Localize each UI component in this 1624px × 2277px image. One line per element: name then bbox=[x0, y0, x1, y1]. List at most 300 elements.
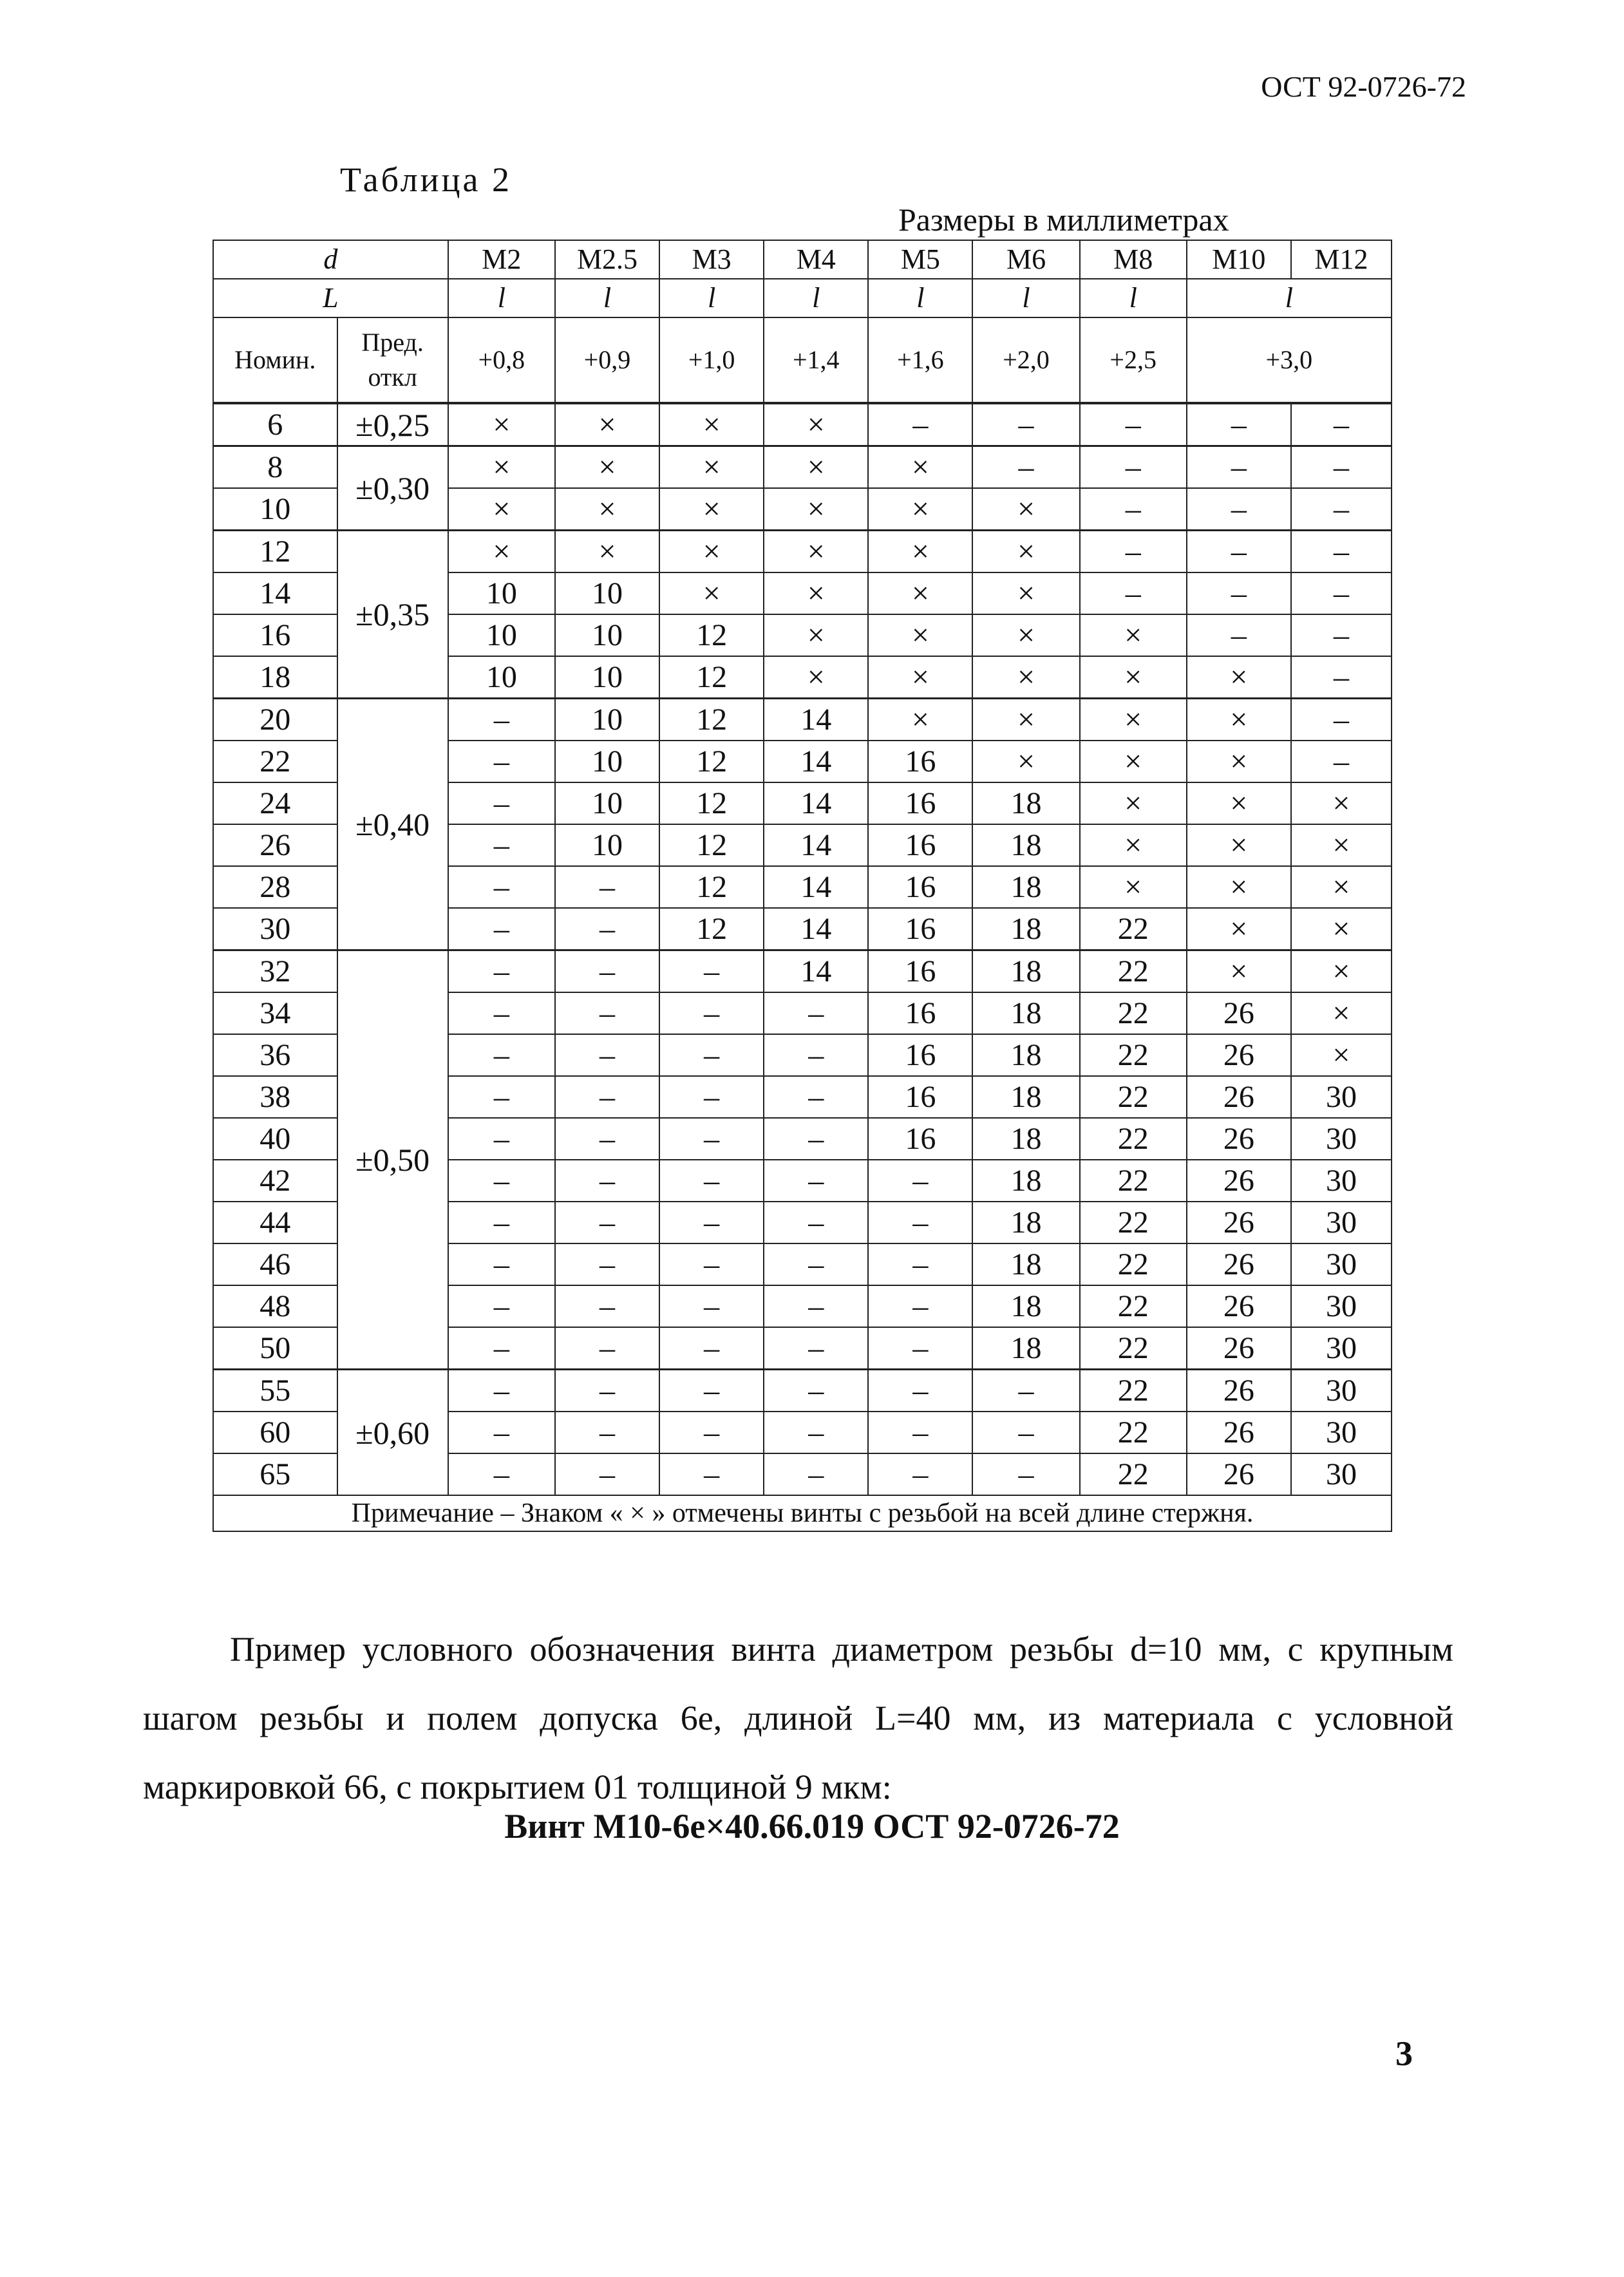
nominal-length: 38 bbox=[213, 1076, 337, 1118]
thread-length-cell: – bbox=[1291, 699, 1392, 741]
thread-length-cell: – bbox=[764, 1453, 868, 1495]
thread-length-cell: 26 bbox=[1187, 1370, 1291, 1412]
thread-length-cell: × bbox=[659, 403, 764, 446]
table-row bbox=[213, 531, 1392, 573]
header-nominal: Номин. bbox=[213, 317, 337, 403]
thread-length-cell: 30 bbox=[1291, 1160, 1392, 1202]
document-code: ОСТ 92-0726-72 bbox=[1261, 70, 1466, 103]
thread-length-cell: 22 bbox=[1080, 1412, 1187, 1453]
thread-length-cell: – bbox=[659, 1370, 764, 1412]
header-thread-size: M6 bbox=[972, 240, 1079, 279]
thread-length-cell: – bbox=[448, 908, 555, 950]
thread-length-cell: 22 bbox=[1080, 1202, 1187, 1243]
nominal-length: 30 bbox=[213, 908, 337, 950]
thread-length-cell: 18 bbox=[972, 824, 1079, 866]
header-l: l bbox=[972, 279, 1079, 317]
header-thread-size: M2 bbox=[448, 240, 555, 279]
thread-length-cell: × bbox=[659, 488, 764, 531]
thread-length-cell: 30 bbox=[1291, 1327, 1392, 1370]
nominal-length: 6 bbox=[213, 403, 337, 446]
thread-length-cell: – bbox=[1291, 488, 1392, 531]
thread-length-cell: × bbox=[868, 699, 972, 741]
thread-length-cell: 14 bbox=[764, 699, 868, 741]
thread-length-cell: × bbox=[1187, 950, 1291, 993]
thread-length-cell: – bbox=[448, 1370, 555, 1412]
header-l: l bbox=[1080, 279, 1187, 317]
thread-length-cell: 26 bbox=[1187, 1160, 1291, 1202]
thread-length-cell: 18 bbox=[972, 1076, 1079, 1118]
thread-length-cell: – bbox=[448, 1202, 555, 1243]
thread-length-cell: – bbox=[972, 446, 1079, 489]
header-l-tolerance: +1,6 bbox=[868, 317, 972, 403]
thread-length-cell: – bbox=[448, 866, 555, 908]
thread-length-cell: – bbox=[448, 950, 555, 993]
thread-length-cell: – bbox=[448, 1453, 555, 1495]
header-l-tolerance: +3,0 bbox=[1187, 317, 1392, 403]
thread-length-cell: 22 bbox=[1080, 992, 1187, 1034]
nominal-length: 60 bbox=[213, 1412, 337, 1453]
thread-length-cell: × bbox=[1080, 614, 1187, 656]
thread-length-cell: 18 bbox=[972, 866, 1079, 908]
thread-length-cell: – bbox=[448, 1076, 555, 1118]
thread-length-cell: × bbox=[1080, 824, 1187, 866]
header-l: l bbox=[448, 279, 555, 317]
designation-example-paragraph: Пример условного обозначения винта диаметром резьбы d=10 мм, с крупным шагом резьбы и полем допуска 6е, длиной L=40 мм, из материала с условной маркировкой 66, с покрытием 01 толщиной 9 мкм: bbox=[143, 1630, 1453, 1806]
thread-length-cell: – bbox=[1080, 572, 1187, 614]
thread-length-cell: – bbox=[555, 1453, 659, 1495]
nominal-length: 20 bbox=[213, 699, 337, 741]
thread-length-cell: 22 bbox=[1080, 1370, 1187, 1412]
thread-length-cell: – bbox=[764, 1034, 868, 1076]
thread-length-cell: × bbox=[764, 614, 868, 656]
thread-length-cell: × bbox=[972, 488, 1079, 531]
header-row-thread bbox=[213, 240, 1392, 279]
thread-length-cell: × bbox=[972, 614, 1079, 656]
thread-length-cell: 18 bbox=[972, 1202, 1079, 1243]
thread-length-cell: – bbox=[448, 782, 555, 824]
thread-length-cell: – bbox=[659, 1453, 764, 1495]
thread-length-cell: 26 bbox=[1187, 1285, 1291, 1327]
thread-length-cell: × bbox=[868, 488, 972, 531]
thread-length-cell: × bbox=[659, 446, 764, 489]
thread-length-cell: × bbox=[659, 531, 764, 573]
thread-length-cell: 22 bbox=[1080, 1160, 1187, 1202]
thread-length-cell: – bbox=[555, 866, 659, 908]
thread-length-cell: × bbox=[448, 403, 555, 446]
header-l-tolerance: +1,4 bbox=[764, 317, 868, 403]
header-l: l bbox=[868, 279, 972, 317]
thread-length-cell: 14 bbox=[764, 950, 868, 993]
thread-length-cell: – bbox=[448, 1285, 555, 1327]
thread-length-cell: – bbox=[555, 1243, 659, 1285]
thread-length-cell: – bbox=[555, 1160, 659, 1202]
thread-length-cell: 14 bbox=[764, 866, 868, 908]
nominal-length: 34 bbox=[213, 992, 337, 1034]
thread-length-cell: – bbox=[868, 1202, 972, 1243]
thread-length-cell: 30 bbox=[1291, 1453, 1392, 1495]
thread-length-cell: 16 bbox=[868, 782, 972, 824]
nominal-length: 14 bbox=[213, 572, 337, 614]
thread-length-cell: 10 bbox=[448, 572, 555, 614]
thread-length-cell: 16 bbox=[868, 908, 972, 950]
thread-length-cell: × bbox=[1187, 699, 1291, 741]
thread-length-cell: – bbox=[764, 1118, 868, 1160]
thread-length-cell: 30 bbox=[1291, 1243, 1392, 1285]
thread-length-cell: × bbox=[448, 488, 555, 531]
thread-length-cell: – bbox=[868, 1412, 972, 1453]
thread-length-cell: × bbox=[1187, 824, 1291, 866]
thread-length-cell: 30 bbox=[1291, 1370, 1392, 1412]
thread-length-cell: 26 bbox=[1187, 1202, 1291, 1243]
header-l-tolerance: +2,5 bbox=[1080, 317, 1187, 403]
header-L: L bbox=[213, 279, 448, 317]
thread-length-cell: × bbox=[1080, 656, 1187, 699]
nominal-length: 46 bbox=[213, 1243, 337, 1285]
thread-length-cell: – bbox=[448, 992, 555, 1034]
thread-length-cell: – bbox=[1187, 572, 1291, 614]
thread-length-cell: × bbox=[1187, 866, 1291, 908]
thread-length-cell: 26 bbox=[1187, 1076, 1291, 1118]
thread-length-cell: 10 bbox=[448, 656, 555, 699]
thread-length-cell: × bbox=[1187, 656, 1291, 699]
thread-length-cell: 18 bbox=[972, 1034, 1079, 1076]
thread-length-cell: 30 bbox=[1291, 1285, 1392, 1327]
header-thread-size: M5 bbox=[868, 240, 972, 279]
thread-length-cell: × bbox=[1291, 782, 1392, 824]
designation-example: Винт М10-6е×40.66.019 ОСТ 92-0726-72 bbox=[504, 1807, 1120, 1846]
thread-length-cell: 10 bbox=[555, 782, 659, 824]
thread-length-cell: 12 bbox=[659, 908, 764, 950]
thread-length-cell: 30 bbox=[1291, 1202, 1392, 1243]
thread-length-cell: 16 bbox=[868, 992, 972, 1034]
thread-length-cell: – bbox=[972, 403, 1079, 446]
thread-length-cell: 12 bbox=[659, 614, 764, 656]
header-l: l bbox=[555, 279, 659, 317]
thread-length-cell: × bbox=[972, 572, 1079, 614]
thread-length-cell: × bbox=[764, 572, 868, 614]
thread-length-cell: – bbox=[659, 1285, 764, 1327]
nominal-length: 18 bbox=[213, 656, 337, 699]
table-caption: Таблица 2 bbox=[340, 160, 512, 199]
thread-length-cell: 10 bbox=[555, 824, 659, 866]
thread-length-cell: – bbox=[448, 741, 555, 782]
thread-length-cell: 22 bbox=[1080, 1243, 1187, 1285]
thread-length-cell: – bbox=[868, 1327, 972, 1370]
length-tolerance: ±0,25 bbox=[337, 403, 448, 446]
thread-length-cell: 16 bbox=[868, 741, 972, 782]
nominal-length: 24 bbox=[213, 782, 337, 824]
thread-length-cell: 14 bbox=[764, 824, 868, 866]
header-l-tolerance: +0,8 bbox=[448, 317, 555, 403]
thread-length-cell: – bbox=[555, 1285, 659, 1327]
thread-length-cell: 26 bbox=[1187, 992, 1291, 1034]
thread-length-cell: – bbox=[1291, 656, 1392, 699]
table-note-row bbox=[213, 1495, 1392, 1531]
header-l-tolerance: +0,9 bbox=[555, 317, 659, 403]
thread-length-cell: – bbox=[448, 1118, 555, 1160]
thread-length-cell: × bbox=[1291, 824, 1392, 866]
thread-length-cell: 16 bbox=[868, 866, 972, 908]
nominal-length: 55 bbox=[213, 1370, 337, 1412]
thread-length-cell: – bbox=[448, 824, 555, 866]
thread-length-cell: 22 bbox=[1080, 1076, 1187, 1118]
thread-length-cell: – bbox=[555, 908, 659, 950]
nominal-length: 22 bbox=[213, 741, 337, 782]
thread-length-cell: × bbox=[555, 488, 659, 531]
thread-length-cell: – bbox=[448, 1160, 555, 1202]
thread-length-cell: 10 bbox=[555, 572, 659, 614]
length-tolerance: ±0,40 bbox=[337, 699, 448, 950]
header-l-tolerance: +2,0 bbox=[972, 317, 1079, 403]
thread-length-cell: 12 bbox=[659, 866, 764, 908]
thread-length-cell: × bbox=[868, 531, 972, 573]
thread-length-cell: – bbox=[555, 1327, 659, 1370]
thread-length-cell: – bbox=[764, 1285, 868, 1327]
thread-length-cell: 22 bbox=[1080, 908, 1187, 950]
nominal-length: 65 bbox=[213, 1453, 337, 1495]
thread-length-cell: 16 bbox=[868, 950, 972, 993]
thread-length-cell: – bbox=[555, 1034, 659, 1076]
thread-length-cell: 18 bbox=[972, 1285, 1079, 1327]
length-tolerance: ±0,30 bbox=[337, 446, 448, 531]
header-deviation: Пред. откл bbox=[337, 317, 448, 403]
thread-length-cell: – bbox=[448, 1034, 555, 1076]
thread-length-cell: 18 bbox=[972, 782, 1079, 824]
thread-length-cell: – bbox=[659, 1243, 764, 1285]
thread-length-cell: 10 bbox=[555, 699, 659, 741]
thread-length-cell: × bbox=[1291, 992, 1392, 1034]
thread-length-cell: – bbox=[555, 950, 659, 993]
nominal-length: 50 bbox=[213, 1327, 337, 1370]
thread-length-cell: 10 bbox=[555, 741, 659, 782]
thread-length-cell: – bbox=[448, 1412, 555, 1453]
thread-length-cell: – bbox=[448, 1327, 555, 1370]
thread-length-cell: – bbox=[1187, 403, 1291, 446]
thread-length-cell: 16 bbox=[868, 1034, 972, 1076]
thread-length-cell: 18 bbox=[972, 1118, 1079, 1160]
thread-length-cell: 18 bbox=[972, 992, 1079, 1034]
thread-length-cell: 18 bbox=[972, 950, 1079, 993]
thread-length-cell: – bbox=[764, 1160, 868, 1202]
nominal-length: 42 bbox=[213, 1160, 337, 1202]
table-row bbox=[213, 403, 1392, 446]
thread-length-cell: × bbox=[555, 403, 659, 446]
thread-length-cell: – bbox=[868, 1453, 972, 1495]
thread-length-cell: – bbox=[764, 1202, 868, 1243]
thread-length-cell: – bbox=[659, 950, 764, 993]
nominal-length: 16 bbox=[213, 614, 337, 656]
thread-length-cell: 22 bbox=[1080, 1118, 1187, 1160]
thread-length-cell: 30 bbox=[1291, 1118, 1392, 1160]
thread-length-cell: 14 bbox=[764, 741, 868, 782]
thread-length-cell: – bbox=[555, 1118, 659, 1160]
thread-length-cell: 18 bbox=[972, 908, 1079, 950]
thread-length-cell: 22 bbox=[1080, 1327, 1187, 1370]
table-row bbox=[213, 950, 1392, 993]
thread-length-cell: × bbox=[764, 446, 868, 489]
thread-length-cell: – bbox=[448, 699, 555, 741]
header-l: l bbox=[764, 279, 868, 317]
thread-length-cell: 22 bbox=[1080, 1285, 1187, 1327]
header-row-length bbox=[213, 279, 1392, 317]
table-row bbox=[213, 446, 1392, 489]
thread-length-cell: 30 bbox=[1291, 1076, 1392, 1118]
thread-length-cell: × bbox=[972, 699, 1079, 741]
thread-length-cell: × bbox=[1187, 908, 1291, 950]
header-l: l bbox=[1187, 279, 1392, 317]
thread-length-cell: – bbox=[659, 992, 764, 1034]
header-thread-size: M4 bbox=[764, 240, 868, 279]
thread-length-cell: × bbox=[1080, 741, 1187, 782]
nominal-length: 12 bbox=[213, 531, 337, 573]
thread-length-cell: – bbox=[555, 1370, 659, 1412]
thread-length-cell: × bbox=[1291, 908, 1392, 950]
thread-length-cell: – bbox=[1080, 446, 1187, 489]
thread-length-cell: × bbox=[448, 531, 555, 573]
thread-length-cell: 16 bbox=[868, 824, 972, 866]
nominal-length: 40 bbox=[213, 1118, 337, 1160]
thread-length-cell: × bbox=[1080, 866, 1187, 908]
header-l: l bbox=[659, 279, 764, 317]
nominal-length: 26 bbox=[213, 824, 337, 866]
thread-length-cell: – bbox=[764, 1370, 868, 1412]
thread-length-cell: × bbox=[868, 446, 972, 489]
thread-length-cell: × bbox=[659, 572, 764, 614]
thread-length-cell: × bbox=[1187, 741, 1291, 782]
thread-length-cell: 12 bbox=[659, 699, 764, 741]
thread-length-cell: – bbox=[868, 1243, 972, 1285]
thread-length-cell: 12 bbox=[659, 824, 764, 866]
thread-length-cell: 26 bbox=[1187, 1034, 1291, 1076]
header-thread-size: M8 bbox=[1080, 240, 1187, 279]
thread-length-cell: 26 bbox=[1187, 1243, 1291, 1285]
thread-length-cell: × bbox=[555, 446, 659, 489]
thread-length-cell: – bbox=[659, 1118, 764, 1160]
header-row-tolerance bbox=[213, 317, 1392, 403]
thread-length-cell: – bbox=[1291, 741, 1392, 782]
thread-length-cell: × bbox=[1080, 782, 1187, 824]
screw-length-table bbox=[212, 240, 1392, 1532]
thread-length-cell: – bbox=[659, 1160, 764, 1202]
thread-length-cell: – bbox=[972, 1453, 1079, 1495]
thread-length-cell: 16 bbox=[868, 1076, 972, 1118]
thread-length-cell: – bbox=[1291, 614, 1392, 656]
thread-length-cell: 22 bbox=[1080, 1453, 1187, 1495]
thread-length-cell: 22 bbox=[1080, 1034, 1187, 1076]
table-row bbox=[213, 1370, 1392, 1412]
nominal-length: 10 bbox=[213, 488, 337, 531]
thread-length-cell: × bbox=[555, 531, 659, 573]
thread-length-cell: 18 bbox=[972, 1243, 1079, 1285]
thread-length-cell: – bbox=[659, 1034, 764, 1076]
thread-length-cell: – bbox=[868, 1370, 972, 1412]
thread-length-cell: – bbox=[659, 1412, 764, 1453]
thread-length-cell: – bbox=[1080, 403, 1187, 446]
header-thread-size: M12 bbox=[1291, 240, 1392, 279]
thread-length-cell: × bbox=[1291, 950, 1392, 993]
thread-length-cell: × bbox=[972, 741, 1079, 782]
header-d: d bbox=[213, 240, 448, 279]
thread-length-cell: × bbox=[972, 656, 1079, 699]
nominal-length: 48 bbox=[213, 1285, 337, 1327]
thread-length-cell: × bbox=[868, 572, 972, 614]
thread-length-cell: 10 bbox=[448, 614, 555, 656]
thread-length-cell: – bbox=[1291, 446, 1392, 489]
thread-length-cell: × bbox=[764, 403, 868, 446]
thread-length-cell: 26 bbox=[1187, 1412, 1291, 1453]
thread-length-cell: 26 bbox=[1187, 1118, 1291, 1160]
thread-length-cell: 12 bbox=[659, 656, 764, 699]
thread-length-cell: 22 bbox=[1080, 950, 1187, 993]
thread-length-cell: 10 bbox=[555, 656, 659, 699]
thread-length-cell: 26 bbox=[1187, 1453, 1291, 1495]
thread-length-cell: – bbox=[764, 1412, 868, 1453]
nominal-length: 28 bbox=[213, 866, 337, 908]
header-thread-size: M2.5 bbox=[555, 240, 659, 279]
thread-length-cell: × bbox=[1187, 782, 1291, 824]
thread-length-cell: – bbox=[555, 1202, 659, 1243]
length-tolerance: ±0,50 bbox=[337, 950, 448, 1370]
length-tolerance: ±0,35 bbox=[337, 531, 448, 699]
thread-length-cell: – bbox=[555, 992, 659, 1034]
thread-length-cell: – bbox=[868, 1285, 972, 1327]
thread-length-cell: × bbox=[972, 531, 1079, 573]
header-thread-size: M10 bbox=[1187, 240, 1291, 279]
thread-length-cell: 10 bbox=[555, 614, 659, 656]
thread-length-cell: × bbox=[1291, 866, 1392, 908]
thread-length-cell: 26 bbox=[1187, 1327, 1291, 1370]
thread-length-cell: – bbox=[764, 1076, 868, 1118]
header-thread-size: M3 bbox=[659, 240, 764, 279]
thread-length-cell: – bbox=[868, 1160, 972, 1202]
thread-length-cell: × bbox=[764, 656, 868, 699]
thread-length-cell: – bbox=[868, 403, 972, 446]
nominal-length: 44 bbox=[213, 1202, 337, 1243]
thread-length-cell: – bbox=[448, 1243, 555, 1285]
thread-length-cell: – bbox=[1291, 531, 1392, 573]
thread-length-cell: – bbox=[659, 1202, 764, 1243]
thread-length-cell: 14 bbox=[764, 908, 868, 950]
thread-length-cell: – bbox=[1291, 403, 1392, 446]
thread-length-cell: – bbox=[1080, 488, 1187, 531]
thread-length-cell: × bbox=[1291, 1034, 1392, 1076]
thread-length-cell: – bbox=[1080, 531, 1187, 573]
thread-length-cell: – bbox=[1291, 572, 1392, 614]
thread-length-cell: × bbox=[764, 488, 868, 531]
thread-length-cell: – bbox=[764, 1327, 868, 1370]
thread-length-cell: – bbox=[972, 1412, 1079, 1453]
length-tolerance: ±0,60 bbox=[337, 1370, 448, 1496]
thread-length-cell: 14 bbox=[764, 782, 868, 824]
thread-length-cell: – bbox=[659, 1327, 764, 1370]
thread-length-cell: – bbox=[1187, 614, 1291, 656]
units-label: Размеры в миллиметрах bbox=[898, 202, 1229, 238]
page-number: 3 bbox=[1395, 2034, 1413, 2073]
table-note: Примечание – Знаком « × » отмечены винты с резьбой на всей длине стержня. bbox=[213, 1495, 1392, 1531]
thread-length-cell: 16 bbox=[868, 1118, 972, 1160]
thread-length-cell: 30 bbox=[1291, 1412, 1392, 1453]
thread-length-cell: 18 bbox=[972, 1327, 1079, 1370]
thread-length-cell: – bbox=[764, 992, 868, 1034]
thread-length-cell: × bbox=[1080, 699, 1187, 741]
thread-length-cell: – bbox=[972, 1370, 1079, 1412]
thread-length-cell: 12 bbox=[659, 782, 764, 824]
thread-length-cell: × bbox=[448, 446, 555, 489]
thread-length-cell: – bbox=[764, 1243, 868, 1285]
table-row bbox=[213, 699, 1392, 741]
nominal-length: 8 bbox=[213, 446, 337, 489]
nominal-length: 32 bbox=[213, 950, 337, 993]
